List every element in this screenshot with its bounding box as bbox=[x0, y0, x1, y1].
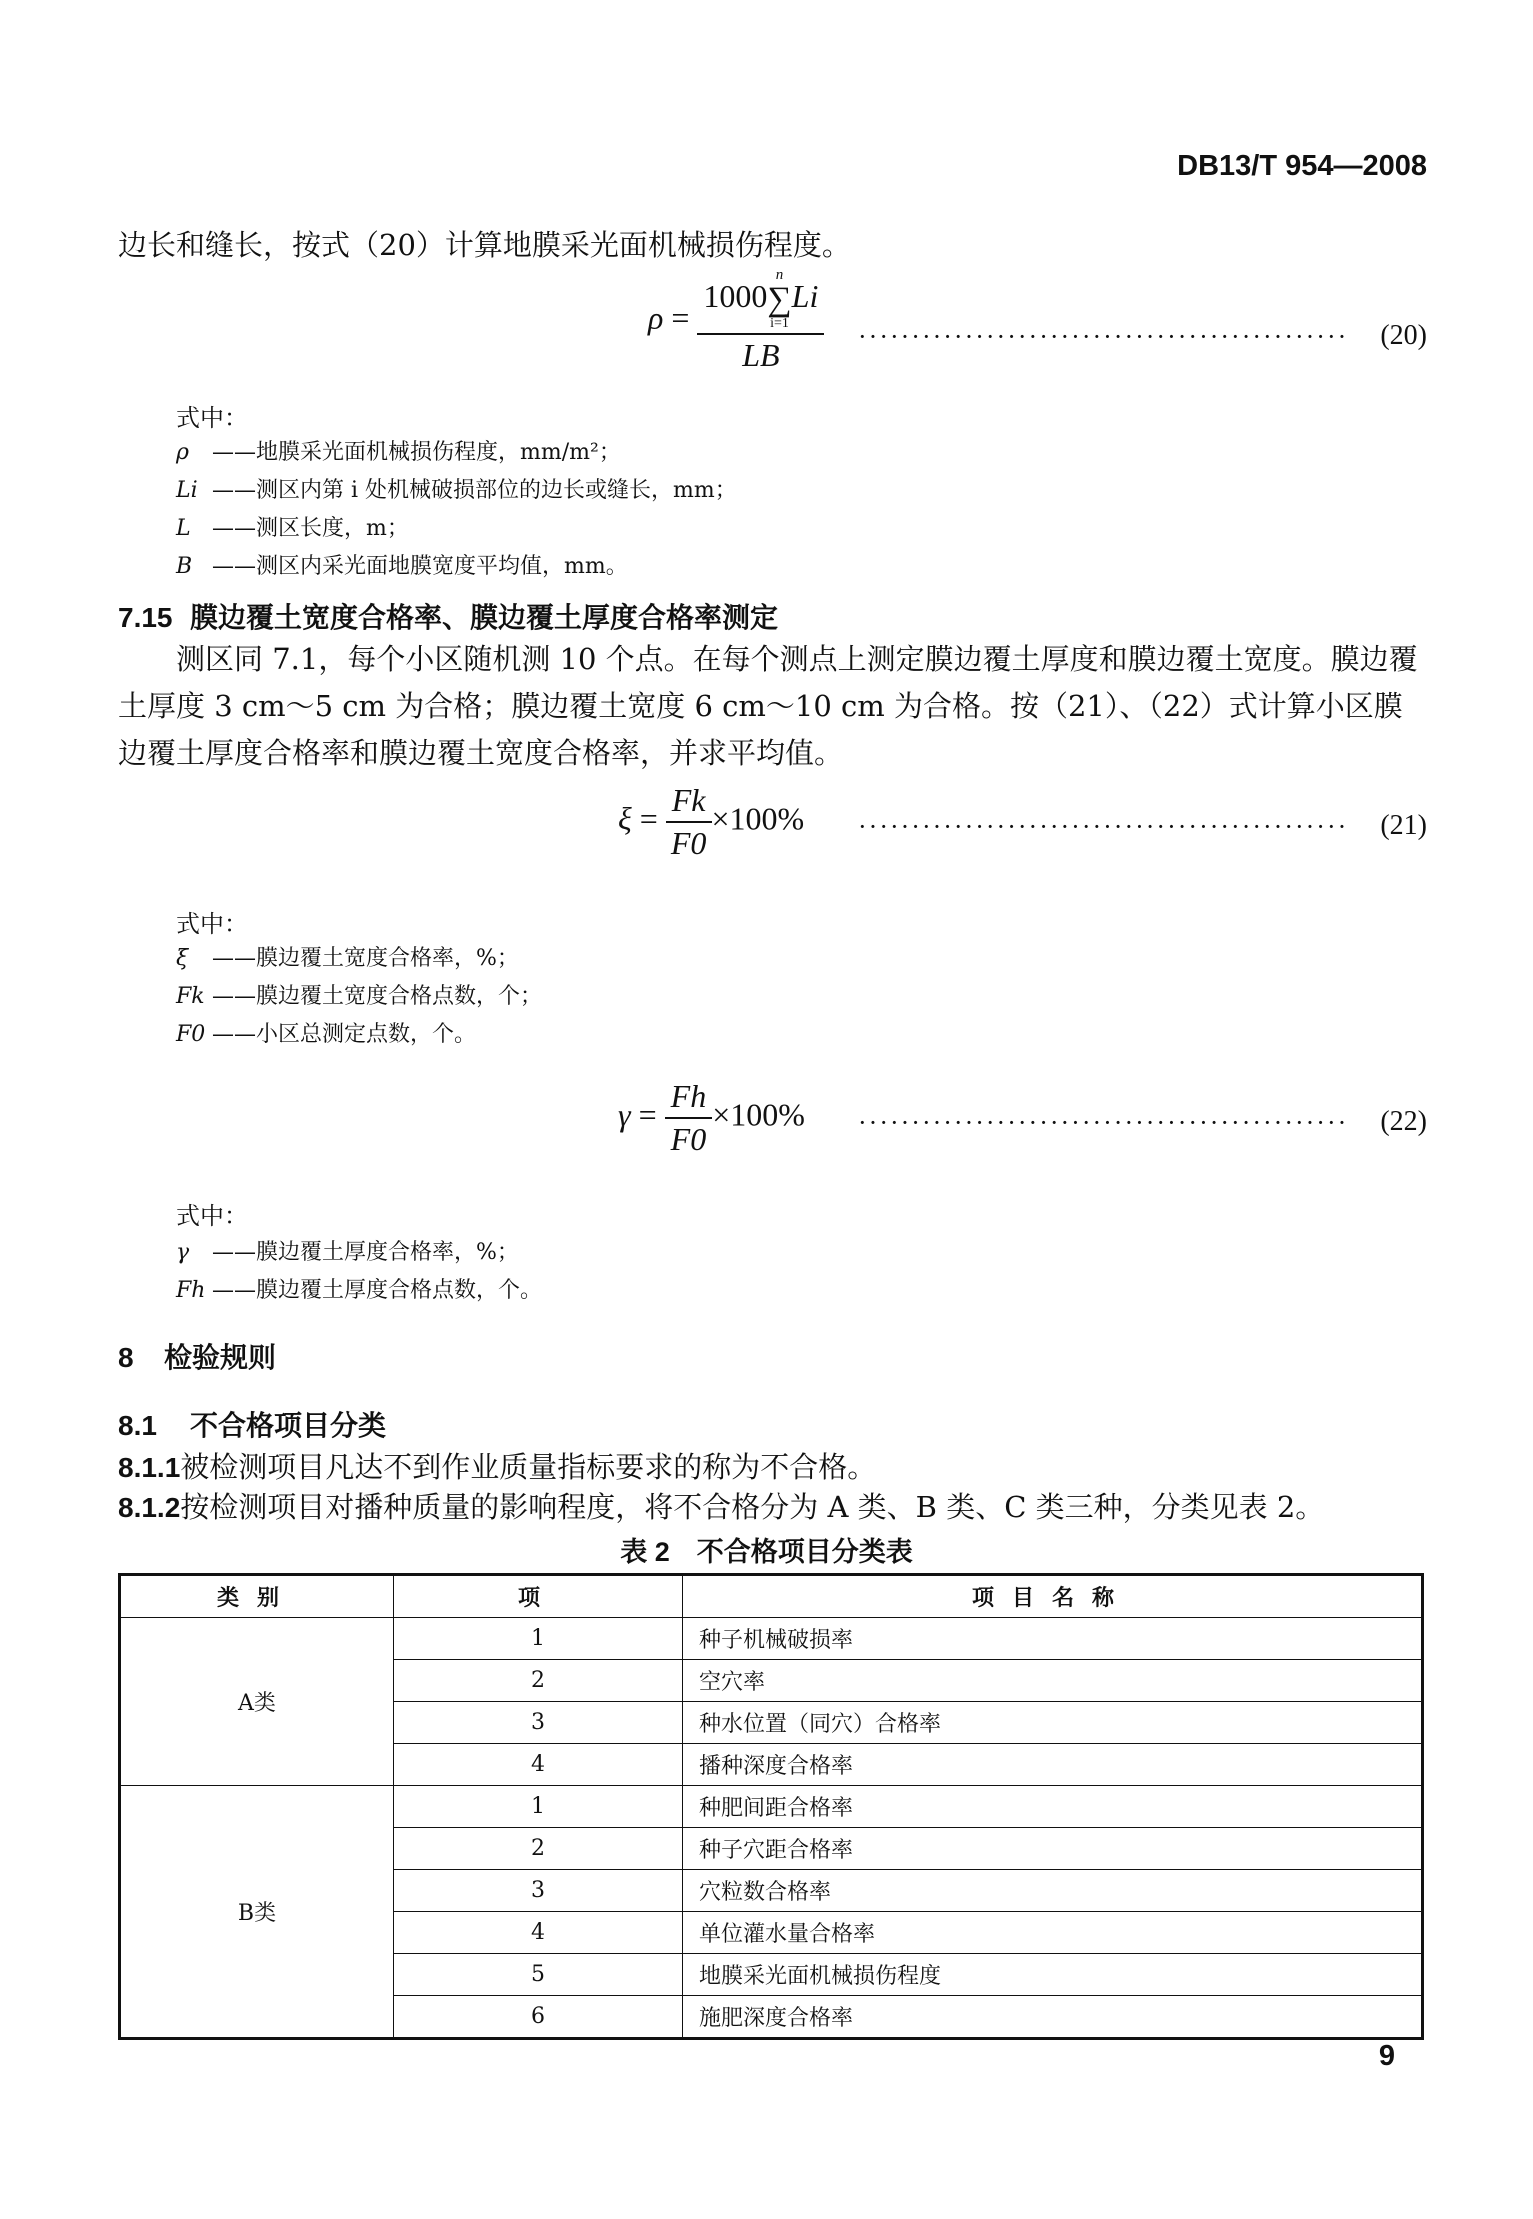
clause-number: 8.1.1 bbox=[118, 1452, 181, 1483]
definition-row bbox=[176, 434, 737, 472]
where-label-21: 式中： bbox=[176, 910, 248, 938]
table-2 bbox=[118, 1573, 1424, 2040]
section-8-1-heading bbox=[118, 1404, 386, 1444]
item-no-cell: 5 bbox=[394, 1954, 683, 1996]
section-title: 不合格项目分类 bbox=[190, 1410, 387, 1441]
definition-symbol: Fh bbox=[176, 1278, 206, 1303]
formula-21-lhs: ξ bbox=[618, 800, 632, 837]
item-name-cell: 种肥间距合格率 bbox=[683, 1786, 1423, 1828]
category-cell-a: A类 bbox=[120, 1618, 394, 1786]
item-no-cell: 1 bbox=[394, 1618, 683, 1660]
formula-22 bbox=[618, 1078, 805, 1158]
page-number: 9 bbox=[1378, 2040, 1395, 2072]
definition-text: ——膜边覆土厚度合格点数，个。 bbox=[212, 1278, 543, 1303]
formula-21-multiplier: ×100% bbox=[711, 800, 805, 837]
clause-8-1-2 bbox=[118, 1484, 1424, 1531]
definition-text: ——测区内第 i 处机械破损部位的边长或缝长，mm； bbox=[212, 478, 737, 503]
item-no-cell: 3 bbox=[394, 1870, 683, 1912]
definition-symbol: B bbox=[176, 554, 193, 579]
definition-symbol: F0 bbox=[176, 1022, 206, 1047]
header-item-no: 项 bbox=[394, 1575, 683, 1618]
formula-21-eq: = bbox=[639, 800, 658, 837]
definition-row bbox=[176, 940, 542, 978]
definition-symbol: ξ bbox=[176, 946, 189, 971]
clause-text: 被检测项目凡达不到作业质量指标要求的称为不合格。 bbox=[180, 1450, 877, 1484]
definition-row bbox=[176, 978, 542, 1016]
formula-20-sum-symbol: ∑ bbox=[767, 281, 792, 318]
item-name-cell: 种水位置（同穴）合格率 bbox=[683, 1702, 1423, 1744]
table-row bbox=[120, 1786, 1423, 1828]
where-label-20: 式中： bbox=[176, 404, 248, 432]
header-category: 类别 bbox=[120, 1575, 394, 1618]
formula-20-leader-dots: ·············································· bbox=[858, 322, 1349, 351]
item-name-cell: 种子机械破损率 bbox=[683, 1618, 1423, 1660]
intro-paragraph: 边长和缝长，按式（20）计算地膜采光面机械损伤程度。 bbox=[118, 228, 851, 262]
formula-20-eq: = bbox=[671, 299, 690, 336]
definitions-20 bbox=[176, 434, 737, 586]
formula-20-denominator: LB bbox=[742, 337, 780, 373]
formula-21-leader-dots: ·············································· bbox=[858, 812, 1349, 841]
formula-21-number: (21) bbox=[1380, 810, 1427, 841]
table-header-row bbox=[120, 1575, 1423, 1618]
item-name-cell: 施肥深度合格率 bbox=[683, 1996, 1423, 2039]
definition-text: ——测区长度，m； bbox=[212, 516, 409, 541]
item-no-cell: 2 bbox=[394, 1828, 683, 1870]
formula-22-eq: = bbox=[638, 1096, 657, 1133]
table-2-title: 表 2 不合格项目分类表 bbox=[620, 1537, 913, 1567]
formula-22-leader-dots: ·············································· bbox=[858, 1108, 1349, 1137]
formula-20-sum bbox=[767, 268, 791, 331]
section-number: 8.1 bbox=[118, 1410, 157, 1441]
definition-text: ——膜边覆土厚度合格率，%； bbox=[212, 1240, 519, 1265]
definition-row bbox=[176, 1234, 542, 1272]
formula-20-num-var: Li bbox=[791, 277, 819, 314]
item-no-cell: 1 bbox=[394, 1786, 683, 1828]
formula-22-lhs: γ bbox=[618, 1096, 631, 1133]
definition-symbol: ρ bbox=[176, 440, 189, 465]
definition-text: ——地膜采光面机械损伤程度，mm/m²； bbox=[212, 440, 621, 465]
table-row bbox=[120, 1618, 1423, 1660]
formula-20-numerator bbox=[697, 268, 824, 335]
section-title: 膜边覆土宽度合格率、膜边覆土厚度合格率测定 bbox=[190, 602, 779, 633]
definition-row bbox=[176, 548, 737, 586]
item-no-cell: 4 bbox=[394, 1744, 683, 1786]
item-no-cell: 2 bbox=[394, 1660, 683, 1702]
formula-20-coef: 1000 bbox=[703, 277, 768, 314]
definition-symbol: Li bbox=[176, 478, 198, 503]
formula-21-denominator: F0 bbox=[670, 825, 707, 861]
definition-row bbox=[176, 472, 737, 510]
item-name-cell: 种子穴距合格率 bbox=[683, 1828, 1423, 1870]
formula-20-lhs: ρ bbox=[648, 299, 664, 336]
definition-row bbox=[176, 1016, 542, 1054]
definition-symbol: Fk bbox=[176, 984, 205, 1009]
formula-20-number: (20) bbox=[1380, 320, 1427, 351]
item-name-cell: 播种深度合格率 bbox=[683, 1744, 1423, 1786]
section-7-15-heading bbox=[118, 596, 778, 636]
formula-22-multiplier: ×100% bbox=[712, 1096, 805, 1133]
formula-22-number: (22) bbox=[1380, 1106, 1427, 1137]
definitions-21 bbox=[176, 940, 542, 1054]
section-number: 7.15 bbox=[118, 602, 173, 633]
formula-22-denominator: F0 bbox=[670, 1121, 707, 1157]
category-cell-b: B类 bbox=[120, 1786, 394, 2039]
clause-text: 按检测项目对播种质量的影响程度，将不合格分为 A 类、B 类、C 类三种，分类见表 2。 bbox=[180, 1490, 1325, 1524]
section-8-heading bbox=[118, 1336, 276, 1376]
definitions-22 bbox=[176, 1234, 542, 1310]
item-name-cell: 空穴率 bbox=[683, 1660, 1423, 1702]
section-7-15-paragraph: 测区同 7.1，每个小区随机测 10 个点。在每个测点上测定膜边覆土厚度和膜边覆土宽度。膜边覆土厚度 3 cm～5 cm 为合格；膜边覆土宽度 6 cm～10 cm 为合格。按（21）、（22）式计算小区膜边覆土厚度合格率和膜边覆土宽度合格率，并求平均值。 bbox=[118, 642, 1418, 770]
formula-21-fraction bbox=[666, 782, 712, 862]
definition-symbol: L bbox=[176, 516, 191, 541]
where-label-22: 式中： bbox=[176, 1202, 248, 1230]
item-name-cell: 穴粒数合格率 bbox=[683, 1870, 1423, 1912]
item-name-cell: 单位灌水量合格率 bbox=[683, 1912, 1423, 1954]
formula-22-numerator: Fh bbox=[665, 1078, 713, 1119]
definition-text: ——膜边覆土宽度合格率，%； bbox=[212, 946, 519, 971]
definition-text: ——小区总测定点数，个。 bbox=[212, 1022, 477, 1047]
item-name-cell: 地膜采光面机械损伤程度 bbox=[683, 1954, 1423, 1996]
item-no-cell: 4 bbox=[394, 1912, 683, 1954]
definition-text: ——膜边覆土宽度合格点数，个； bbox=[212, 984, 543, 1009]
header-item-name: 项目名称 bbox=[683, 1575, 1423, 1618]
section-number: 8 bbox=[118, 1342, 134, 1373]
formula-21-numerator: Fk bbox=[666, 782, 712, 823]
formula-20 bbox=[648, 268, 824, 374]
item-no-cell: 3 bbox=[394, 1702, 683, 1744]
standard-number: DB13/T 954—2008 bbox=[1177, 150, 1427, 182]
formula-22-fraction bbox=[665, 1078, 713, 1158]
formula-21 bbox=[618, 782, 804, 862]
formula-20-sum-upper: n bbox=[775, 267, 784, 283]
item-no-cell: 6 bbox=[394, 1996, 683, 2039]
formula-20-sum-lower: i=1 bbox=[770, 316, 789, 331]
definition-row bbox=[176, 510, 737, 548]
definition-text: ——测区内采光面地膜宽度平均值，mm。 bbox=[212, 554, 628, 579]
definition-row bbox=[176, 1272, 542, 1310]
section-title: 检验规则 bbox=[164, 1342, 277, 1373]
clause-number: 8.1.2 bbox=[118, 1492, 181, 1523]
definition-symbol: γ bbox=[176, 1240, 190, 1265]
formula-20-fraction bbox=[697, 268, 824, 374]
